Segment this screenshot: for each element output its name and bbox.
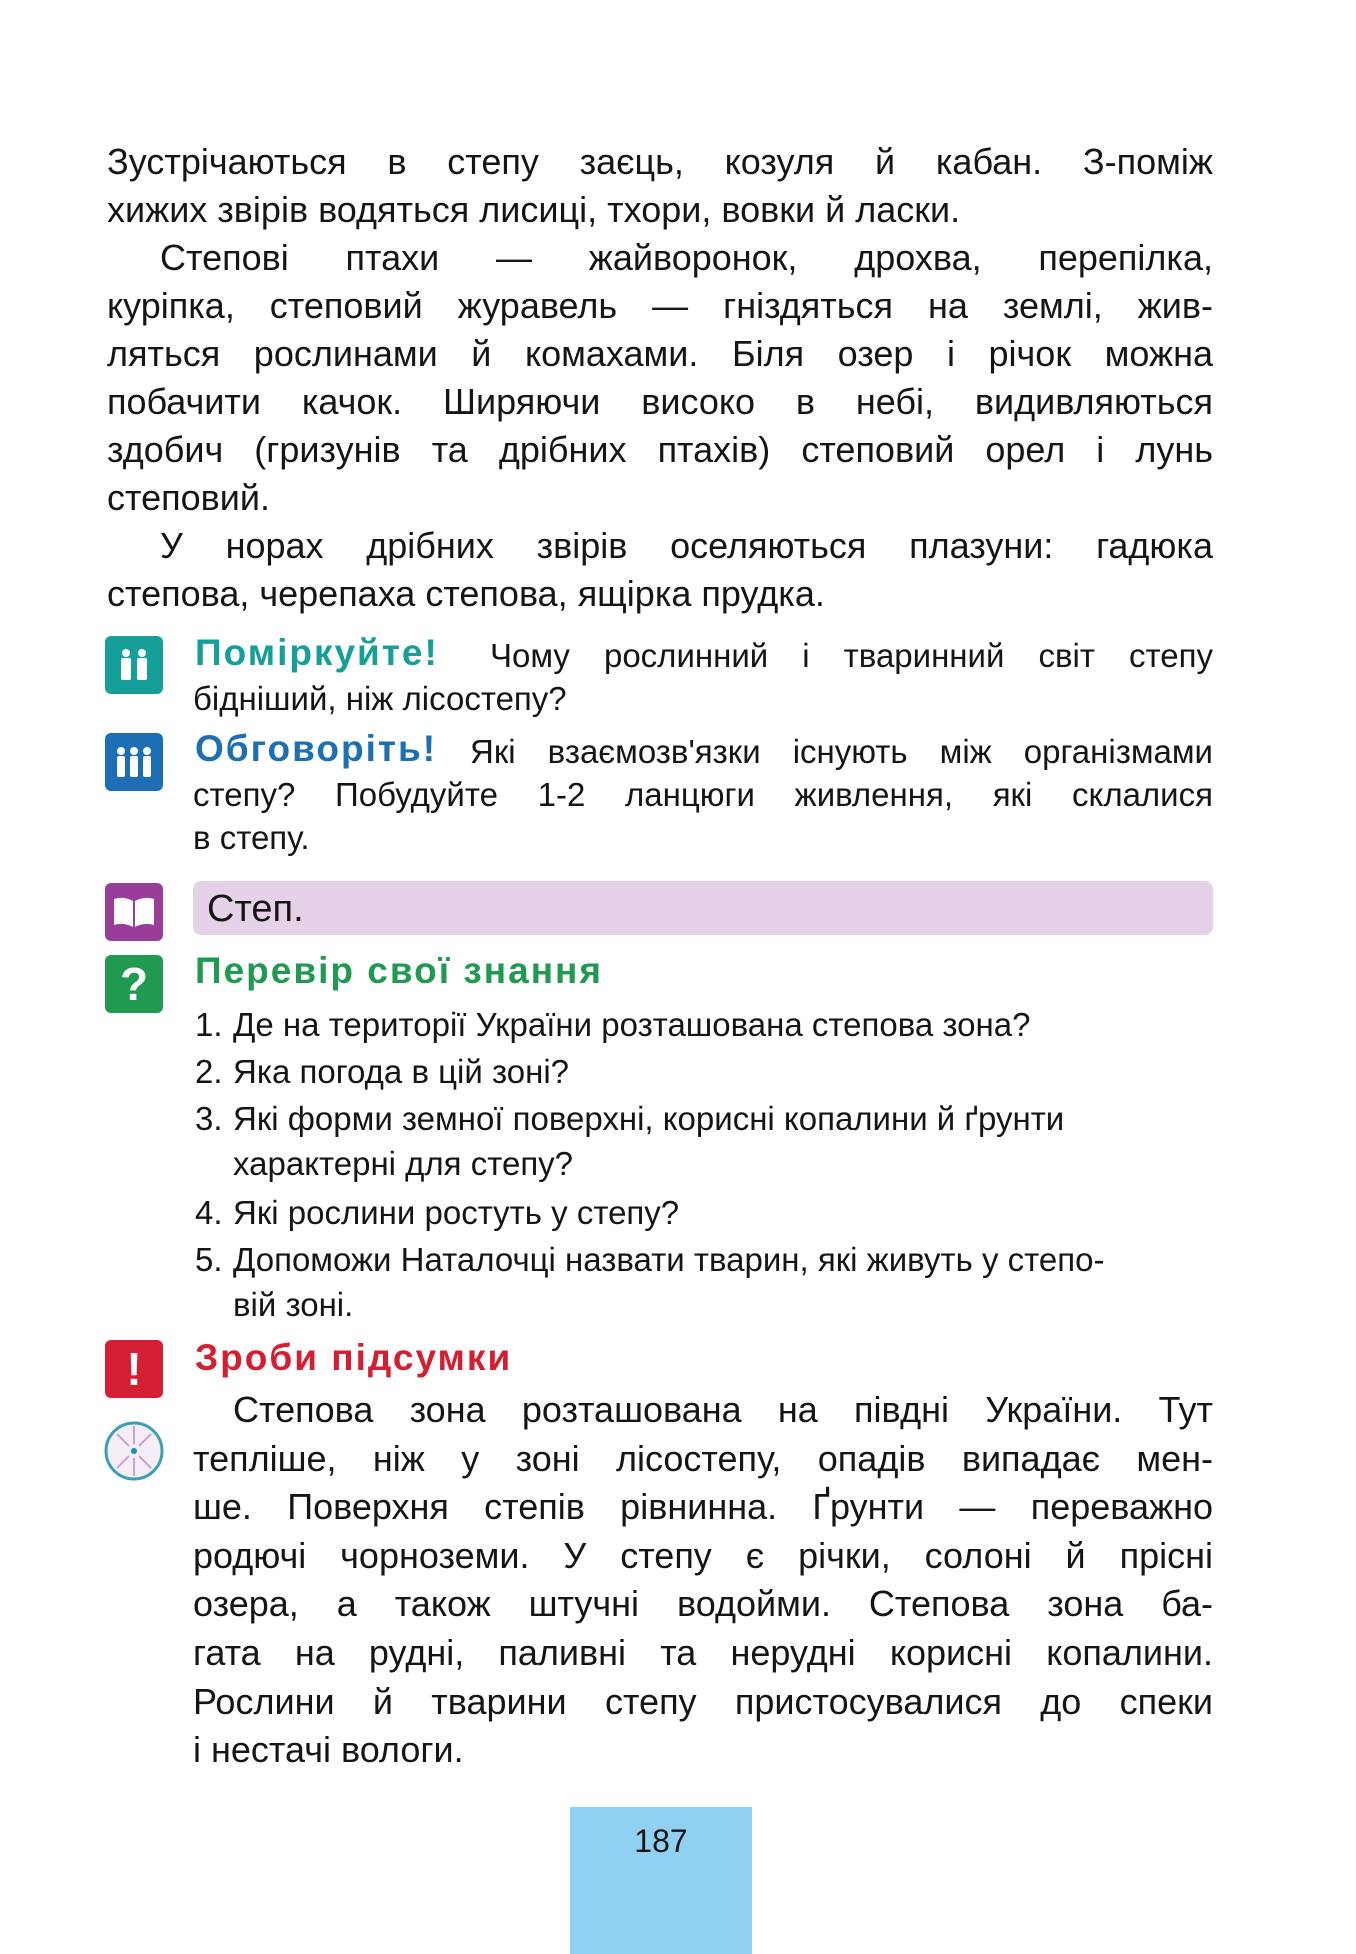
item-number: 2. — [195, 1053, 223, 1090]
think-text-1: Чому рослинний і тваринний світ степу — [490, 637, 1213, 674]
intro-line: степова, черепаха степова, ящірка прудка. — [107, 573, 825, 614]
summary-line: тепліше, ніж у зоні лісостепу, опадів випадає мен- — [193, 1437, 1213, 1479]
intro-line: хижих звірів водяться лисиці, тхори, вовки й ласки. — [107, 189, 961, 230]
item-text: Яка погода в цій зоні? — [233, 1053, 570, 1090]
check-item — [195, 1190, 1213, 1236]
check-title: Перевір свої знання — [195, 950, 603, 991]
summary-line: родючі чорноземи. У степу є річки, солоні й прісні — [193, 1534, 1213, 1576]
discuss-text-1: Які взаємозв'язки існують між організмами — [470, 733, 1213, 770]
discuss-title: Обговоріть! — [195, 728, 438, 769]
summary-title: Зроби підсумки — [195, 1337, 513, 1378]
summary-line: гата на рудні, паливні та нерудні корисні копалини. — [193, 1632, 1213, 1673]
think-title: Поміркуйте! — [195, 632, 439, 673]
think-text-2: бідніший, ніж лісостепу? — [193, 680, 567, 717]
item-text: Допоможи Наталочці назвати тварин, які живуть у степо- — [233, 1241, 1105, 1278]
exclamation-icon: ! — [105, 1340, 163, 1398]
keyword-bar — [193, 881, 1213, 935]
summary-line: Рослини й тварини степу пристосувалися до спеки — [193, 1680, 1213, 1722]
keyword-text: Степ. — [207, 888, 304, 930]
page-number-box — [570, 1807, 752, 1954]
item-number: 4. — [195, 1194, 223, 1231]
check-item-continued: вій зоні. — [233, 1286, 354, 1323]
intro-line: куріпка, степовий журавель — гніздяться на землі, жив- — [107, 285, 1213, 326]
item-text: Де на території України розташована степова зона? — [233, 1006, 1031, 1043]
check-item — [195, 1049, 1213, 1095]
item-number: 3. — [195, 1100, 223, 1137]
book-icon — [105, 883, 163, 941]
disc-icon — [103, 1420, 165, 1482]
intro-line: здобич (гризунів та дрібних птахів) степовий орел і лунь — [107, 429, 1213, 470]
check-item — [195, 1237, 1213, 1283]
check-item-continued: характерні для степу? — [233, 1145, 574, 1182]
people-pair-icon — [105, 636, 163, 694]
check-item — [195, 1002, 1213, 1048]
question-icon: ? — [105, 955, 163, 1013]
item-text: Які рослини ростуть у степу? — [233, 1194, 680, 1231]
summary-line: і нестачі вологи. — [193, 1729, 464, 1771]
discuss-text-3: в степу. — [193, 819, 310, 856]
people-group-icon — [105, 733, 163, 791]
discuss-text-2: степу? Побудуйте 1-2 ланцюги живлення, які склалися — [193, 776, 1213, 813]
summary-line: Степова зона розташована на півдні України. Тут — [233, 1389, 1213, 1430]
intro-line: ляться рослинами й комахами. Біля озер і річок можна — [107, 333, 1213, 374]
summary-line: озера, а також штучні водойми. Степова зона ба- — [193, 1583, 1213, 1625]
intro-line: побачити качок. Ширяючи високо в небі, видивляються — [107, 381, 1213, 422]
intro-line: У норах дрібних звірів оселяються плазуни: гадюка — [160, 525, 1213, 566]
check-item — [195, 1096, 1213, 1142]
intro-line: степовий. — [107, 477, 270, 518]
summary-line: ше. Поверхня степів рівнинна. Ґрунти — переважно — [193, 1486, 1213, 1528]
item-text: Які форми земної поверхні, корисні копалини й ґрунти — [233, 1100, 1065, 1137]
page-number: 187 — [634, 1823, 688, 1859]
intro-line: Степові птахи — жайворонок, дрохва, перепілка, — [160, 237, 1213, 278]
item-number: 1. — [195, 1006, 223, 1043]
item-number: 5. — [195, 1241, 223, 1278]
intro-line: Зустрічаються в степу заєць, козуля й кабан. З-поміж — [107, 141, 1213, 182]
